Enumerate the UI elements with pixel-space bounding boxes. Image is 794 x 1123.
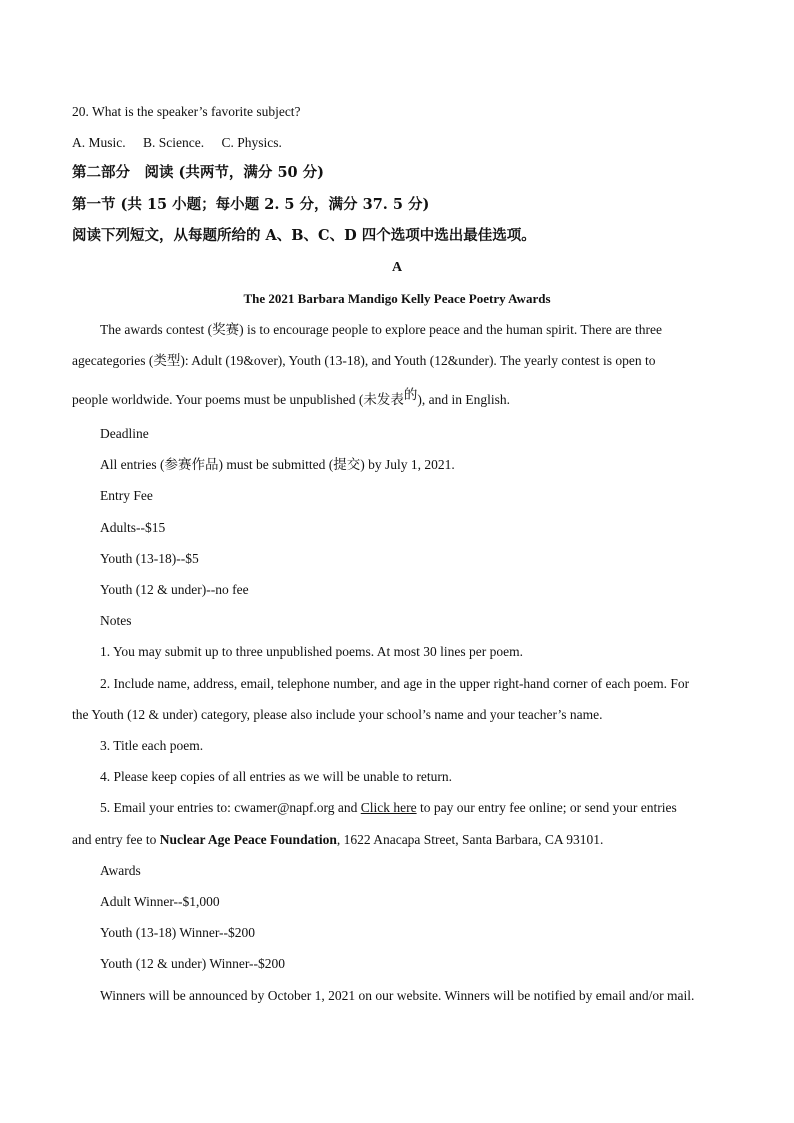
- option-b: B. Science.: [143, 135, 205, 150]
- note-2-line-2: the Youth (12 & under) category, please also include your school’s name and your teacher’s name.: [72, 707, 603, 722]
- award-youth-12: Youth (12 & under) Winner--$200: [100, 956, 286, 971]
- foundation-address: , 1622 Anacapa Street, Santa Barbara, CA 93101.: [336, 832, 604, 847]
- notes-heading: Notes: [100, 613, 132, 628]
- note-3: 3. Title each poem.: [100, 738, 204, 753]
- fee-adults: Adults--$15: [100, 520, 166, 535]
- intro-line-1: The awards contest (奖赛) is to encourage people to explore peace and the human spirit. There are three: [100, 322, 663, 337]
- fee-youth-13-18: Youth (13-18)--$5: [100, 551, 199, 566]
- note-1: 1. You may submit up to three unpublished poems. At most 30 lines per poem.: [100, 644, 523, 659]
- entry-fee-heading: Entry Fee: [100, 488, 153, 503]
- fee-youth-12: Youth (12 & under)--no fee: [100, 582, 249, 597]
- pay-fee-link[interactable]: Click here: [360, 800, 417, 815]
- deadline-text: All entries (参赛作品) must be submitted (提交) by July 1, 2021.: [100, 457, 455, 472]
- passage-title: The 2021 Barbara Mandigo Kelly Peace Poetry Awards: [243, 291, 551, 306]
- award-youth-13-18: Youth (13-18) Winner--$200: [100, 925, 256, 940]
- question-20-stem: 20. What is the speaker’s favorite subject?: [72, 104, 301, 119]
- note-5-email-text: 5. Email your entries to: cwamer@napf.org and: [100, 800, 361, 815]
- intro-line-3-char: 的: [403, 387, 418, 402]
- intro-line-3: [72, 387, 722, 409]
- winners-announcement: Winners will be announced by October 1, 2021 on our website. Winners will be notified by email and/or mail.: [100, 988, 695, 1003]
- note-2-line-1: 2. Include name, address, email, telephone number, and age in the upper right-hand corner of each poem. For: [100, 676, 690, 691]
- section-1-heading: 第一节 (共 15 小题；每小题 2. 5 分，满分 37. 5 分): [72, 196, 430, 213]
- option-a: A. Music.: [72, 135, 126, 150]
- intro-line-3-c: ), and in English.: [417, 392, 510, 407]
- note-5-line-1: [100, 799, 722, 817]
- option-c: C. Physics.: [221, 135, 282, 150]
- question-20-options: [72, 134, 722, 152]
- intro-line-3-a: people worldwide. Your poems must be unpublished (未发表: [72, 392, 404, 407]
- foundation-name: Nuclear Age Peace Foundation: [159, 832, 337, 847]
- deadline-heading: Deadline: [100, 426, 149, 441]
- intro-line-2: agecategories (类型): Adult (19&over), Youth (13-18), and Youth (12&under). The yearly contest is open to: [72, 353, 656, 368]
- note-5-tail: to pay our entry fee online; or send your entries: [416, 800, 677, 815]
- reading-instruction: 阅读下列短文，从每题所给的 A、B、C、D 四个选项中选出最佳选项。: [72, 227, 536, 244]
- part-2-heading: 第二部分 阅读 (共两节，满分 50 分): [72, 164, 325, 181]
- awards-heading: Awards: [100, 863, 141, 878]
- note-5b-pre: and entry fee to: [72, 832, 160, 847]
- note-4: 4. Please keep copies of all entries as we will be unable to return.: [100, 769, 453, 784]
- passage-label: A: [391, 260, 403, 275]
- award-adult: Adult Winner--$1,000: [100, 894, 220, 909]
- note-5-line-2: [72, 831, 722, 849]
